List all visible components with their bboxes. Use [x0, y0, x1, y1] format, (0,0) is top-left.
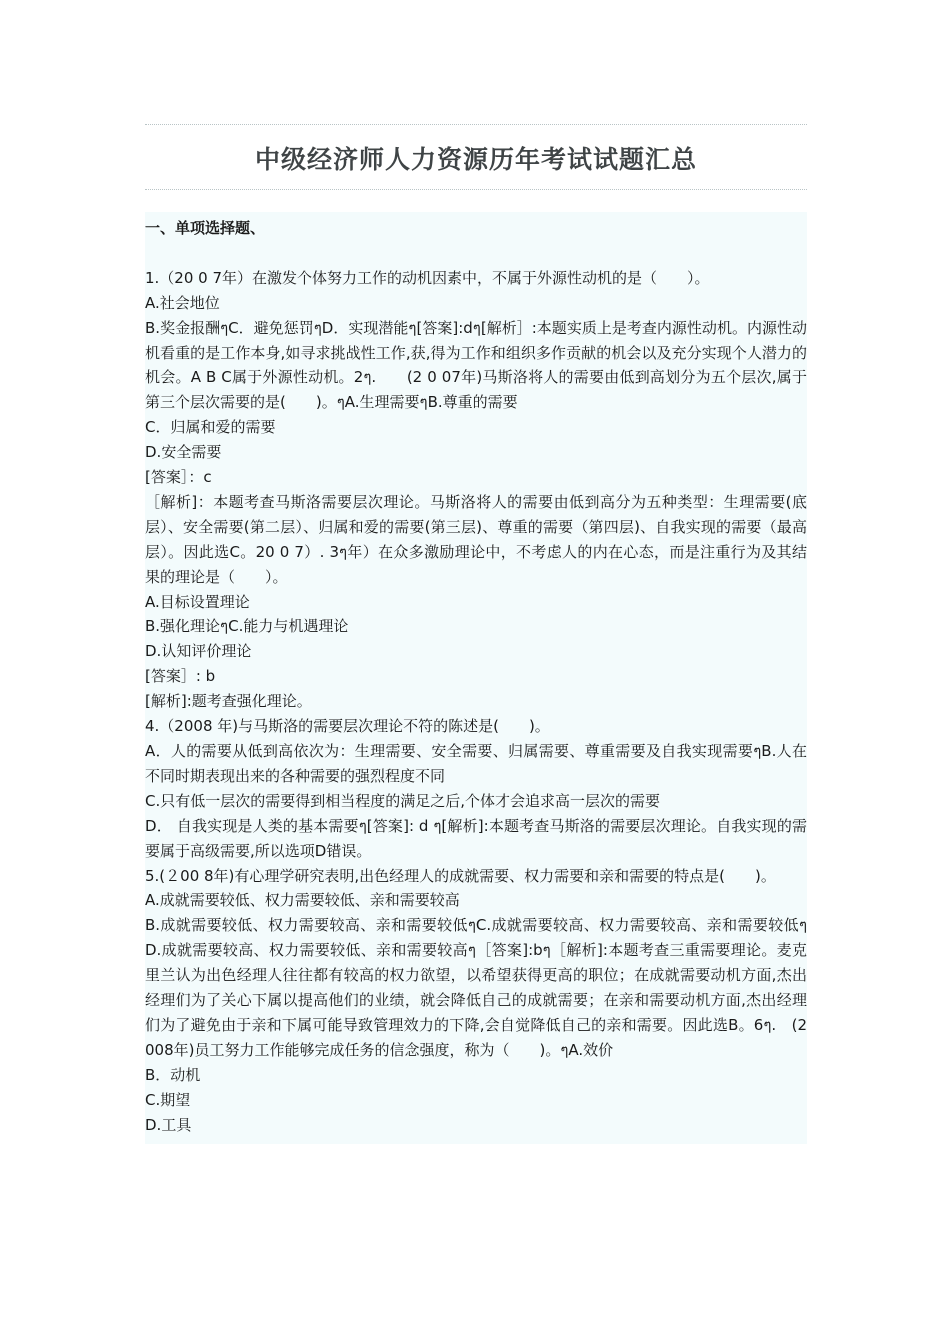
paragraph: D.工具	[145, 1115, 192, 1134]
paragraph: [答案］：c	[145, 468, 212, 487]
paragraph: D． 自我实现是人类的基本需要ๆ[答案]: d ๆ[解析]:本题考查马斯洛的需要层次理论。自我实现的需要属于高级需要,所以选项D错误。	[145, 816, 807, 860]
paragraph: [解析]:题考查强化理论。	[145, 692, 312, 711]
paragraph: B.奖金报酬ๆC．避免惩罚ๆD．实现潜能ๆ[答案]:dๆ[解析］:本题实质上是考查内源性动机。内源性动机看重的是工作本身,如寻求挑战性工作,获,得为工作和组织多作贡献的机会以及充分实现个人潜力的机会。A B C属于外源性动机。2ๆ. (2 0 07年)马斯洛将人的需要由低到高划分为五个层次,属于第三个层次需要的是( )。ๆA.生理需要ๆB.尊重的需要	[145, 318, 807, 412]
paragraph: A.目标设置理论	[145, 592, 250, 611]
title-divider	[145, 189, 807, 190]
paragraph: C.期望	[145, 1090, 191, 1109]
paragraph: D.认知评价理论	[145, 642, 252, 661]
paragraph: ［解析]：本题考查马斯洛需要层次理论。马斯洛将人的需要由低到高分为五种类型：生理需要(底层）、安全需要(第二层）、归属和爱的需要(第三层)、尊重的需要（第四层)、自我实现的需要（最高层）。因此选C。20 0 7）. 3ๆ年）在众多激励理论中，不考虑人的内在心态，而是注重行为及其结果的理论是（ ）。	[145, 492, 807, 586]
document-page	[145, 124, 807, 1144]
paragraph: B.成就需要较低、权力需要较高、亲和需要较低ๆC.成就需要较高、权力需要较高、亲和需要较低ๆD.成就需要较高、权力需要较低、亲和需要较高ๆ［答案]:bๆ［解析]:本题考查三重需要理论。麦克里兰认为出色经理人往往都有较高的权力欲望，以希望获得更高的职位；在成就需要动机方面,杰出经理们为了关心下属以提高他们的业绩，就会降低自己的成就需要；在亲和需要动机方面,杰出经理们为了避免由于亲和下属可能导致管理效力的下降,会自觉降低自己的亲和需要。因此选B。6ๆ. (2008年)员工努力工作能够完成任务的信念强度，称为（ )。ๆA.效价	[145, 916, 807, 1059]
paragraph: 1.（20 0 7年）在激发个体努力工作的动机因素中，不属于外源性动机的是（ ）。	[145, 268, 710, 287]
paragraph: C．归属和爱的需要	[145, 418, 276, 437]
paragraph: B.强化理论ๆC.能力与机遇理论	[145, 617, 349, 636]
paragraph: A．人的需要从低到高依次为：生理需要、安全需要、归属需要、尊重需要及自我实现需要ๆB.人在不同时期表现出来的各种需要的强烈程度不同	[145, 742, 807, 785]
paragraph: C.只有低一层次的需要得到相当程度的满足之后,个体才会追求高一层次的需要	[145, 791, 661, 810]
paragraph: 5.(２00 8年)有心理学研究表明,出色经理人的成就需要、权力需要和亲和需要的特点是( )。	[145, 866, 776, 885]
paragraph: A.社会地位	[145, 293, 220, 312]
document-title: 中级经济师人力资源历年考试试题汇总	[254, 145, 697, 174]
paragraph: D.安全需要	[145, 443, 222, 462]
question-content	[145, 212, 807, 1144]
paragraph: [答案］: b	[145, 667, 216, 686]
paragraph: A.成就需要较低、权力需要较低、亲和需要较高	[145, 891, 460, 910]
section-heading: 一、单项选择题、	[145, 219, 266, 237]
paragraph: 4.（2008 年)与马斯洛的需要层次理论不符的陈述是( )。	[145, 717, 550, 736]
paragraph: B．动机	[145, 1065, 201, 1084]
